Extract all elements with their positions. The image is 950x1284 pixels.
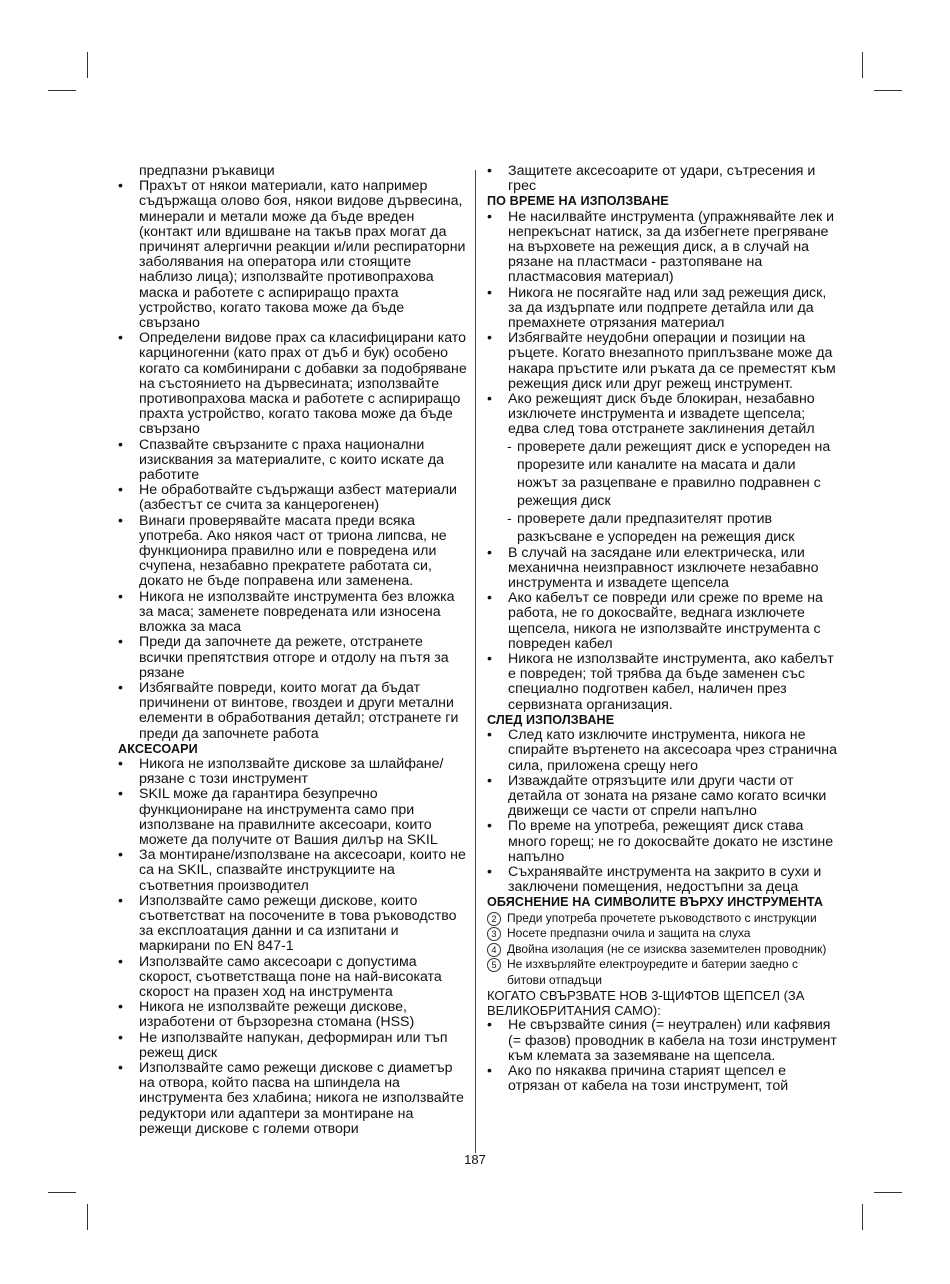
crop-mark: [48, 90, 76, 91]
bullet-item: • Никога не използвайте дискове за шлайфане/рязане с този инструмент: [118, 757, 468, 787]
symbol-text: Преди употреба прочетете ръководството с инструкции: [507, 910, 817, 925]
bullet-item: • Не свързвайте синия (= неутрален) или кафявия (= фазов) проводник в кабела на този инструмент към клемата за заземяване на щепсела.: [487, 1018, 837, 1064]
bullet-item: • SKIL може да гарантира безупречно функциониране на инструмента само при използване на правилните аксесоари, които можете да получите от Вашия дилър на SKIL: [118, 787, 468, 848]
bullet-item: • Прахът от някои материали, като например съдържаща олово боя, някои видове дървесина, минерали и метали може да бъде вреден (контакт или вдишване на такъв прах могат да причинят алергични реакции и/или респираторни заболявания на оператора или стоящите наблизо лица); използвайте противопрахова маска и работете с аспириращо прахта устройство, когато такова може да бъде свързано: [118, 179, 468, 331]
circled-number-icon: 4: [487, 943, 501, 957]
bullet-item: • Съхранявайте инструмента на закрито в сухи и заключени помещения, недостъпни за деца: [487, 865, 837, 895]
bullet-item: • Използвайте само аксесоари с допустима скорост, съответстваща поне на най-високата скорост на празен ход на инструмента: [118, 955, 468, 1001]
crop-mark: [874, 90, 902, 91]
section-heading: АКСЕСОАРИ: [118, 741, 198, 756]
bullet-item: • Изваждайте отрязъците или други части от детайла от зоната на рязане само когато всички движещи се части от спрели напълно: [487, 774, 837, 820]
bullet-item: • След като изключите инструмента, никога не спирайте въртенето на аксесоара чрез странична сила, приложена срещу него: [487, 728, 837, 774]
bullet-item: • Преди да започнете да режете, отстранете всички препятствия отгоре и отдолу на пътя за рязане: [118, 635, 468, 681]
section-heading: ОБЯСНЕНИЕ НА СИМВОЛИТЕ ВЪРХУ ИНСТРУМЕНТА: [487, 895, 824, 910]
bullet-item: • Определени видове прах са класифицирани като карциногенни (като прах от дъб и бук) особено когато са комбинирани с добавки за подобряване на състоянието на дървесината; използвайте противопрахова маска и работете с аспириращо прахта устройство, когато такова може да бъде свързано: [118, 331, 468, 437]
bullet-item: • Не обработвайте съдържащи азбест материали (азбестът се счита за канцерогенен): [118, 483, 468, 513]
bullet-item: • Никога не използвайте режещи дискове, изработени от бързорезна стомана (HSS): [118, 1000, 468, 1030]
continued-text: предпазни ръкавици: [139, 163, 275, 179]
circled-number-icon: 5: [487, 958, 501, 972]
crop-mark: [874, 1192, 902, 1193]
left-column: [118, 164, 468, 1137]
bullet-item: • Винаги проверявайте масата преди всяка употреба. Ако някоя част от триона липсва, не функционира правилно или е повредена или счупена, незабавно прекратете работата си, докато не бъде поправена или заменена.: [118, 514, 468, 590]
bullet-item: • Избягвайте повреди, които могат да бъдат причинени от винтове, гвоздеи и други метални елементи в обработвания детайл; отстранете ги преди да започнете работа: [118, 681, 468, 742]
symbol-text: Не изхвърляйте електроуредите и батерии заедно с битови отпадъци: [507, 957, 798, 987]
bullet-item: • По време на употреба, режещият диск става много горещ; не го докосвайте докато не изстине напълно: [487, 819, 837, 865]
page-number: 187: [464, 1152, 486, 1167]
section-heading: ПО ВРЕМЕ НА ИЗПОЛЗВАНЕ: [487, 194, 669, 209]
crop-mark: [87, 1204, 88, 1230]
bullet-item: • В случай на засядане или електрическа, или механична неизправност изключете незабавно инструмента и извадете щепсела: [487, 546, 837, 592]
bullet-item: • Ако режещият диск бъде блокиран, незабавно изключете инструмента и извадете щепсела; едва след това отстранете заклинения детайл: [487, 392, 837, 438]
symbol-item: [487, 957, 837, 988]
section-heading: СЛЕД ИЗПОЛЗВАНЕ: [487, 712, 615, 727]
symbol-item: [487, 942, 837, 958]
bullet-item: • Никога не използвайте инструмента без вложка за маса; заменете повредената или износена вложка за маса: [118, 590, 468, 636]
crop-mark: [48, 1192, 76, 1193]
bullet-item: • Не насилвайте инструмента (упражнявайте лек и непрекъснат натиск, за да избегнете прегряване на върховете на режещия диск, а в случай на рязане на пластмаси - разтопяване на пластмасовия материал): [487, 210, 837, 286]
crop-mark: [862, 52, 863, 78]
column-divider: [475, 170, 476, 1153]
bullet-item: • Защитете аксесоарите от удари, сътресения и грес: [487, 164, 837, 194]
symbol-item: [487, 926, 837, 942]
paragraph: КОГАТО СВЪРЗВАТЕ НОВ 3-ЩИФТОВ ЩЕПСЕЛ (ЗА ВЕЛИКОБРИТАНИЯ САМО):: [487, 988, 805, 1019]
symbol-item: [487, 911, 837, 927]
crop-mark: [862, 1204, 863, 1230]
dash-item: - проверете дали режещият диск е успореден на прорезите или каналите на масата и дали ножът за разцепване е правилно подравнен с режещия диск: [487, 438, 837, 510]
bullet-item: • Никога не използвайте инструмента, ако кабелът е повреден; той трябва да бъде заменен със специално подготвен кабел, наличен през сервизната организация.: [487, 652, 837, 713]
bullet-item: • Избягвайте неудобни операции и позиции на ръцете. Когато внезапното приплъзване може да накара пръстите или ръката да се преместят към режещия диск или друг режещ инструмент.: [487, 331, 837, 392]
circled-number-icon: 2: [487, 912, 501, 926]
bullet-item: • Ако по някаква причина старият щепсел е отрязан от кабела на този инструмент, той: [487, 1064, 837, 1094]
bullet-item: • Ако кабелът се повреди или среже по време на работа, не го докосвайте, веднага изключете щепсела, никога не използвайте инструмента с повреден кабел: [487, 591, 837, 652]
bullet-item: • Използвайте само режещи дискове, които съответстват на посочените в това ръководство за експлоатация данни и са изпитани и маркирани по EN 847-1: [118, 894, 468, 955]
symbol-text: Двойна изолация (не се изисква заземителен проводник): [507, 941, 827, 956]
bullet-item: • Не използвайте напукан, деформиран или тъп режещ диск: [118, 1031, 468, 1061]
dash-item: - проверете дали предпазителят против разкъсване е успореден на режещия диск: [487, 510, 837, 546]
right-column: [487, 164, 837, 1094]
bullet-item: • Никога не посягайте над или зад режещия диск, за да издърпате или подпрете детайла или да премахнете отрязания материал: [487, 286, 837, 332]
bullet-item: • Спазвайте свързаните с праха национални изисквания за материалите, с които искате да работите: [118, 438, 468, 484]
crop-mark: [87, 52, 88, 78]
circled-number-icon: 3: [487, 927, 501, 941]
bullet-item: • Използвайте само режещи дискове с диаметър на отвора, който пасва на шпиндела на инструмента без хлабина; никога не използвайте редуктори или адаптери за монтиране на режещи дискове с големи отвори: [118, 1061, 468, 1137]
symbol-text: Носете предпазни очила и защита на слуха: [507, 926, 751, 941]
bullet-item: • За монтиране/използване на аксесоари, които не са на SKIL, спазвайте инструкциите на съответния производител: [118, 848, 468, 894]
